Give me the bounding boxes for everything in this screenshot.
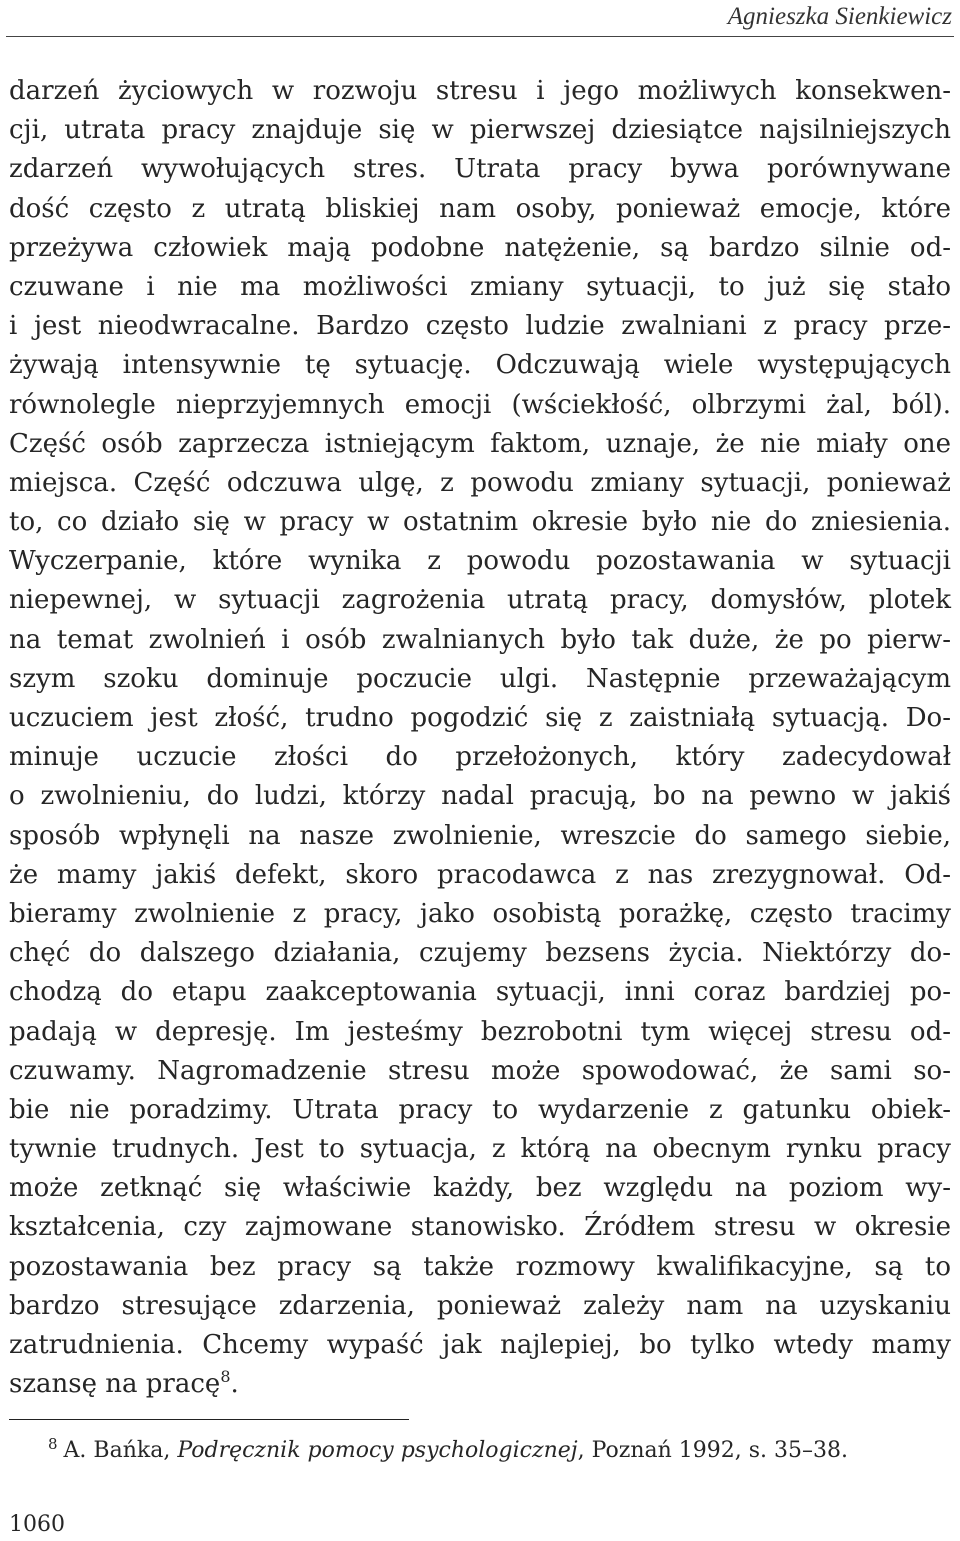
text-line: że mamy jakiś defekt, skoro pracodawca z nas zrezygnował. Od- bbox=[9, 859, 951, 890]
text-line: czuwamy. Nagromadzenie stresu może spowodować, że sami so- bbox=[9, 1055, 951, 1086]
text-line: chęć do dalszego działania, czujemy bezsens życia. Niektórzy do- bbox=[9, 938, 951, 969]
text-line: padają w depresję. Im jesteśmy bezrobotni tym więcej stresu od- bbox=[9, 1016, 951, 1047]
text-line: bieramy zwolnienie z pracy, jako osobistą porażkę, często tracimy bbox=[9, 898, 951, 929]
text-line: czuwane i nie ma możliwości zmiany sytuacji, to już się stało bbox=[9, 271, 951, 302]
text-line: Część osób zaprzecza istniejącym faktom, uznaje, że nie miały one bbox=[9, 428, 951, 459]
footnote bbox=[48, 1436, 848, 1466]
text-line: to, co działo się w pracy w ostatnim okresie było nie do zniesienia. bbox=[9, 507, 951, 538]
text-line: chodzą do etapu zaakceptowania sytuacji, inni coraz bardziej po- bbox=[9, 977, 951, 1008]
footnote-author: A. Bańka, bbox=[63, 1438, 171, 1463]
text-line-last bbox=[9, 1365, 951, 1404]
text-line: bardzo stresujące zdarzenia, ponieważ zależy nam na uzyskaniu bbox=[9, 1290, 951, 1321]
text-line: i jest nieodwracalne. Bardzo często ludzie zwalniani z pracy prze- bbox=[9, 311, 951, 342]
text-line: minuje uczucie złości do przełożonych, który zadecydował bbox=[9, 742, 951, 773]
text-line: o zwolnieniu, do ludzi, którzy nadal pracują, bo na pewno w jakiś bbox=[9, 781, 951, 812]
text-line: uczuciem jest złość, trudno pogodzić się z zaistniałą sytuacją. Do- bbox=[9, 703, 951, 733]
text-line: cji, utrata pracy znajduje się w pierwszej dziesiątce najsilniejszych bbox=[9, 115, 951, 146]
header-divider bbox=[6, 36, 954, 37]
text-line: dość często z utratą bliskiej nam osoby, ponieważ emocje, które bbox=[9, 193, 951, 224]
text-line: równolegle nieprzyjemnych emocji (wściekłość, olbrzymi żal, ból). bbox=[9, 389, 951, 420]
footnote-details: , Poznań 1992, s. 35–38. bbox=[577, 1438, 849, 1463]
text-line: szym szoku dominuje poczucie ulgi. Następnie przeważającym bbox=[9, 663, 951, 694]
text-line: zdarzeń wywołujących stres. Utrata pracy bywa porównywane bbox=[9, 154, 951, 185]
text-line: może zetknąć się właściwie każdy, bez względu na poziom wy- bbox=[9, 1173, 951, 1204]
footnote-reference[interactable]: 8 bbox=[220, 1367, 231, 1387]
text-line: darzeń życiowych w rozwoju stresu i jego możliwych konsekwen- bbox=[9, 76, 951, 106]
page-number: 1060 bbox=[9, 1512, 65, 1537]
footnote-mark: 8 bbox=[48, 1435, 58, 1453]
text-line: na temat zwolnień i osób zwalnianych było tak duże, że po pierw- bbox=[9, 624, 951, 655]
body-paragraph bbox=[9, 72, 951, 1404]
footnote-title: Podręcznik pomocy psychologicznej bbox=[177, 1438, 578, 1463]
text-line: miejsca. Część odczuwa ulgę, z powodu zmiany sytuacji, ponieważ bbox=[9, 467, 951, 498]
text-line: kształcenia, czy zajmowane stanowisko. Źródłem stresu w okresie bbox=[9, 1212, 951, 1243]
text-line: tywnie trudnych. Jest to sytuacja, z którą na obecnym rynku pracy bbox=[9, 1134, 951, 1165]
last-line-text: szansę na pracę bbox=[9, 1369, 221, 1400]
text-line: zatrudnienia. Chcemy wypaść jak najlepiej, bo tylko wtedy mamy bbox=[9, 1330, 951, 1360]
text-line: niepewnej, w sytuacji zagrożenia utratą pracy, domysłów, plotek bbox=[9, 585, 951, 616]
footnote-divider bbox=[9, 1419, 409, 1420]
text-line: przeżywa człowiek mają podobne natężenie, są bardzo silnie od- bbox=[9, 232, 951, 263]
text-line: żywają intensywnie tę sytuację. Odczuwają wiele występujących bbox=[9, 350, 951, 381]
text-line: bie nie poradzimy. Utrata pracy to wydarzenie z gatunku obiek- bbox=[9, 1094, 951, 1125]
running-header-author: Agnieszka Sienkiewicz bbox=[727, 3, 952, 30]
text-line: sposób wpłynęli na nasze zwolnienie, wreszcie do samego siebie, bbox=[9, 820, 951, 851]
text-line: Wyczerpanie, które wynika z powodu pozostawania w sytuacji bbox=[9, 546, 951, 577]
text-line: pozostawania bez pracy są także rozmowy kwalifikacyjne, są to bbox=[9, 1251, 951, 1282]
last-line-period: . bbox=[230, 1369, 239, 1400]
